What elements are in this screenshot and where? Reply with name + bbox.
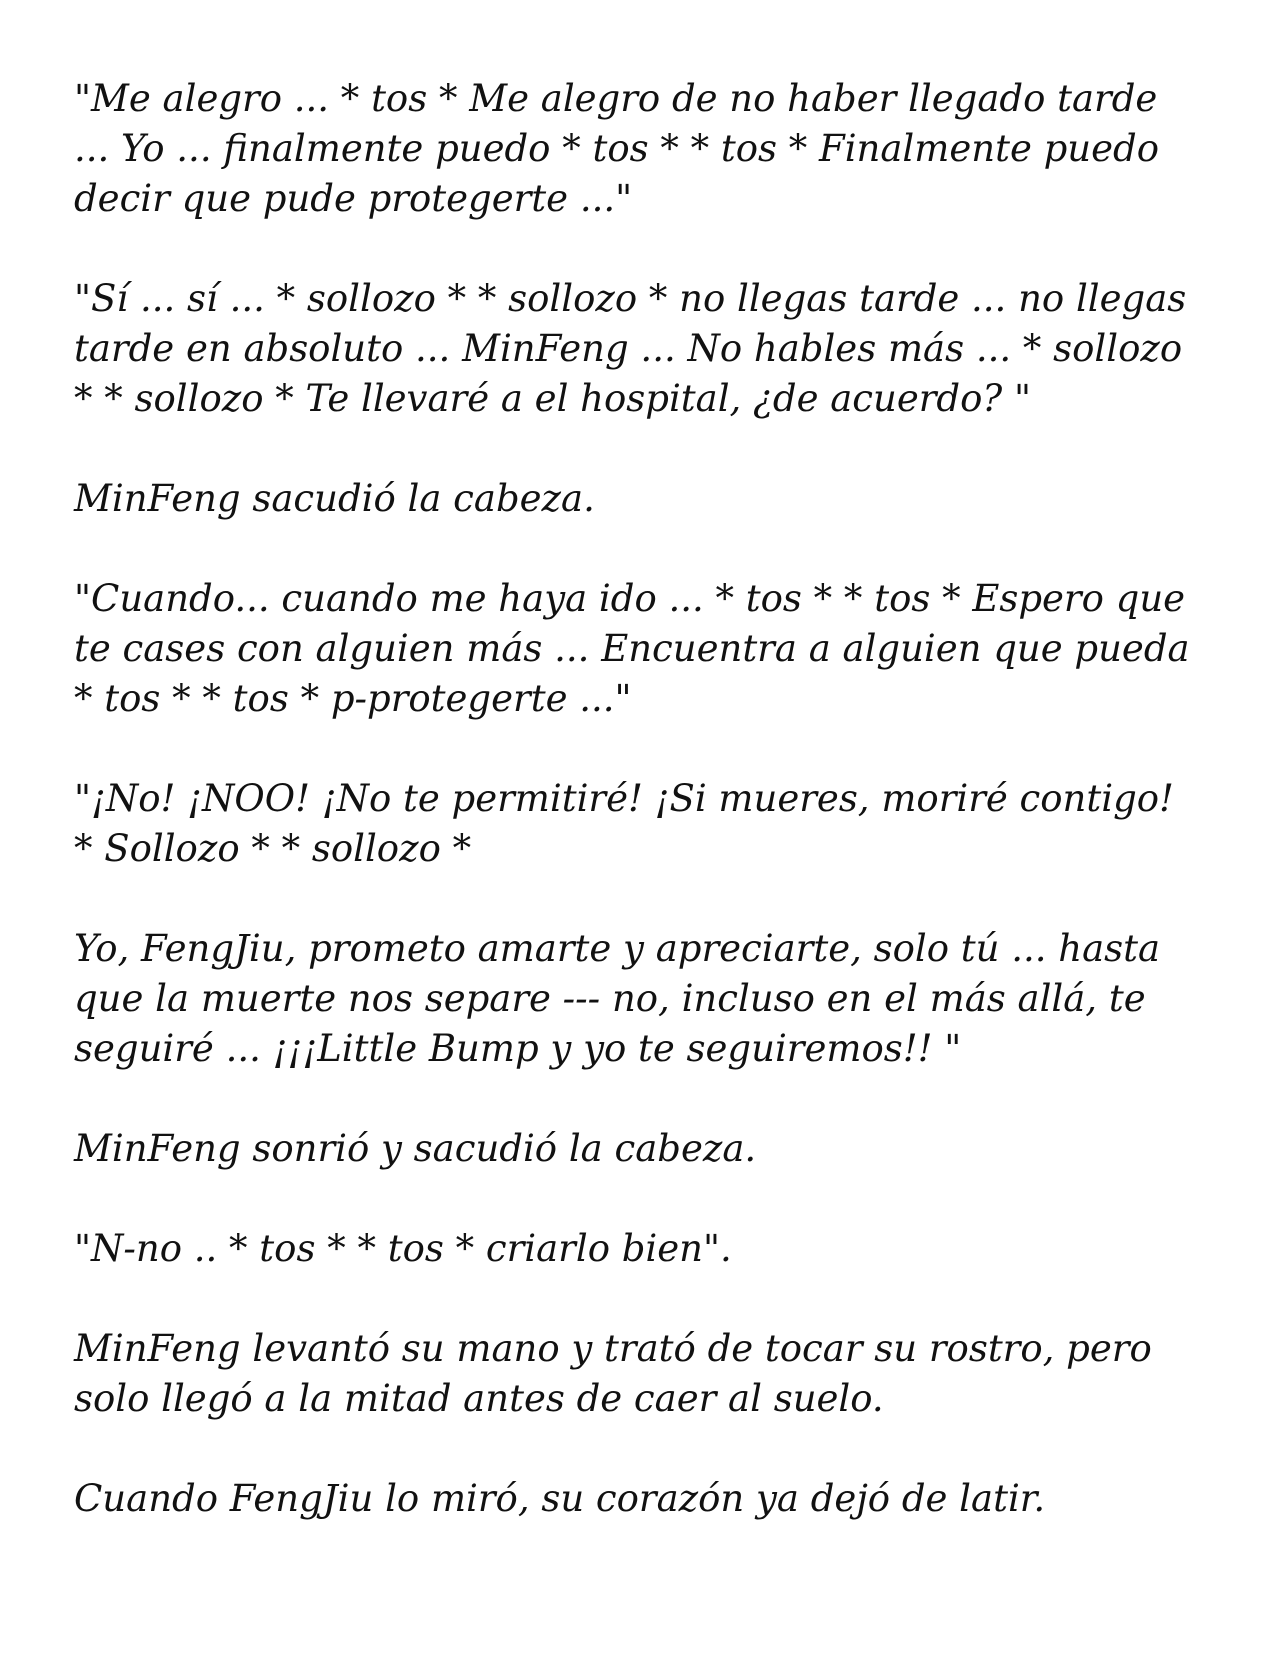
paragraph-2: "Sí ... sí ... * sollozo * * sollozo * no llegas tarde ... no llegas tarde en absoluto ... MinFeng ... No hables más ... * sollozo * * sollozo * Te llevaré a el hospital, ¿de acuerdo? " — [74, 277, 1187, 420]
paragraph-6: Yo, FengJiu, prometo amarte y apreciarte, solo tú ... hasta que la muerte nos separe --- no, incluso en el más allá, te seguiré ... ¡¡¡Little Bump y yo te seguiremos!! " — [74, 927, 1161, 1070]
document-page — [74, 74, 1204, 1524]
paragraph-3: MinFeng sacudió la cabeza. — [74, 477, 595, 520]
paragraph-10: Cuando FengJiu lo miró, su corazón ya dejó de latir. — [74, 1477, 1046, 1520]
paragraph-9: MinFeng levantó su mano y trató de tocar su rostro, pero solo llegó a la mitad antes de caer al suelo. — [74, 1327, 1152, 1420]
paragraph-8: "N-no .. * tos * * tos * criarlo bien". — [74, 1227, 732, 1270]
paragraph-1: "Me alegro ... * tos * Me alegro de no haber llegado tarde ... Yo ... finalmente puedo * tos * * tos * Finalmente puedo decir que pude protegerte ..." — [74, 77, 1159, 220]
paragraph-5: "¡No! ¡NOO! ¡No te permitiré! ¡Si mueres, moriré contigo! * Sollozo * * sollozo * — [74, 777, 1174, 870]
paragraph-4: "Cuando... cuando me haya ido ... * tos * * tos * Espero que te cases con alguien más ... Encuentra a alguien que pueda * tos * * tos * p-protegerte ..." — [74, 577, 1190, 720]
paragraph-7: MinFeng sonrió y sacudió la cabeza. — [74, 1127, 757, 1170]
